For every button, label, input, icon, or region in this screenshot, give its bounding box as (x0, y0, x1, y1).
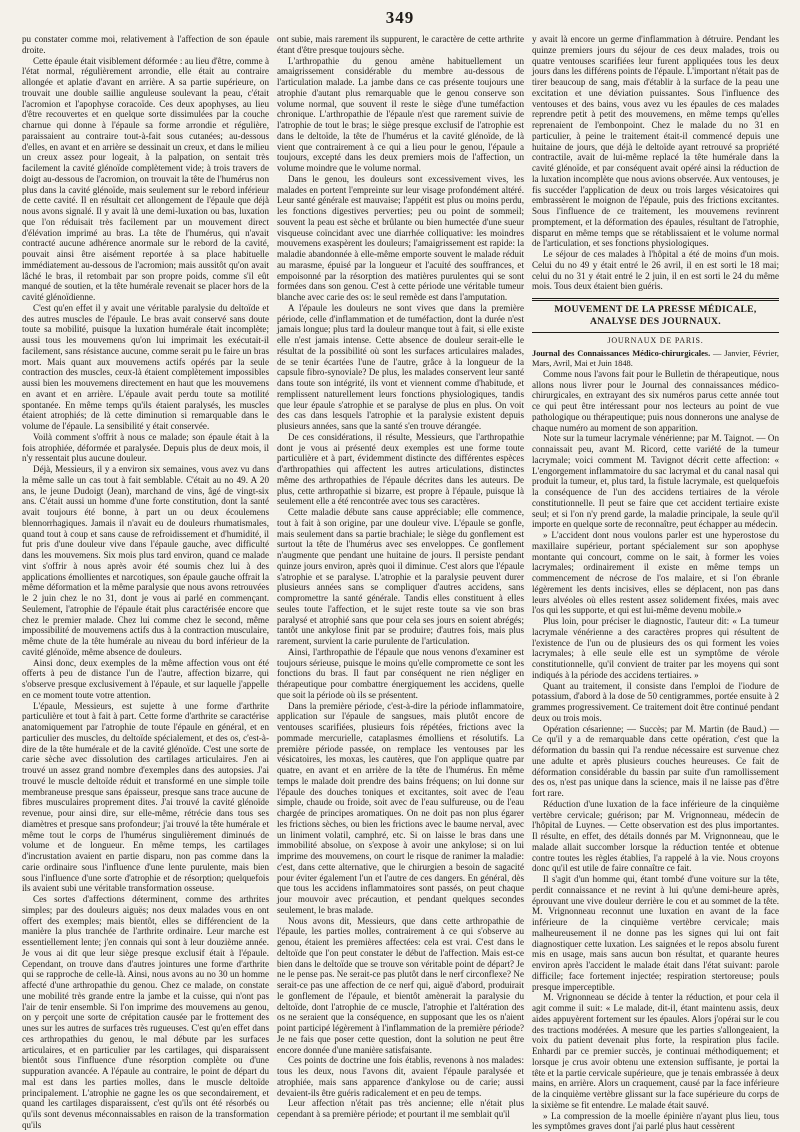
paragraph: Voilà comment s'offrit à nous ce malade; son épaule était à la fois atrophiée, déformée et paralysée. Depuis plus de deux mois, il n'y ressentait plus aucune douleur. (22, 432, 269, 464)
section-divider (532, 332, 779, 333)
journal-months: — Janvier, Février, Mars, Avril, Mai et Juin 1848. (532, 349, 779, 368)
paragraph: Ainsi, l'arthropathie de l'épaule que nous venons d'examiner est toujours sérieuse, puisque le moins qu'elle compromette ce sont les fonctions du bras. Il faut par conséquent ne rien négliger en thérapeutique pour combattre énergiquement les accidens, quelle que soit la période où ils se présentent. (277, 647, 524, 701)
paragraph: De ces considérations, il résulte, Messieurs, que l'arthropathie dont je vous ai présenté deux exemples est une forme toute particulière et à part, évidemment distincte des différentes espèces d'arthropathies qui affectent les autres articulations, distinctes même des arthropathies de l'épaule décrites dans les auteurs. De plus, cette arthropathie si bizarre, est propre à l'épaule, puisque là seulement elle a été rencontrée avec tous ses caractères. (277, 432, 524, 507)
column-1 (22, 34, 269, 1120)
paragraph: Ainsi donc, deux exemples de la même affection vous ont été offerts à peu de distance l'un de l'autre, affection bizarre, qui s'observe presque exclusivement à l'épaule, et sur laquelle j'appelle en ce moment toute votre attention. (22, 658, 269, 701)
paragraph: Comme nous l'avons fait pour le Bulletin de thérapeutique, nous allons nous livrer pour le Journal des connaissances médico-chirurgicales, en extrayant des six numéros parus cette année tout ce qui peut être intéressant pour nos lecteurs au point de vue pathologique ou thérapeutique; puis nous donnerons une analyse de chaque numéro au moment de son apparition. (532, 369, 779, 434)
paragraph: Cette épaule était visiblement déformée : au lieu d'être, comme à l'état normal, régulièrement arrondie, elle était au contraire allongée et aplatie d'avant en arrière. A sa partie supérieure, on trouvait une double saillie anguleuse soulevant la peau, c'était l'acromion et l'apophyse coracoïde. Ces deux apophyses, au lieu d'être recouvertes et en quelque sorte dissimulées par la couche charnue qui donne à l'épaule sa forme arrondie et régulière, paraissaient au contraire tout-à-fait sous cutanées; au-dessous d'elles, en avant et en arrière se dessinait un creux, et dans le milieu un creux assez pour logeait, à la palpation, on sentait très facilement la cavité glénoïde complètement vide; à trois travers de doigt au-dessous de l'acromion, on trouvait la tête de l'humérus non plus dans la cavité glénoïde, mais seulement sur le rebord inférieur de cette cavité. Il en résultait cet allongement de l'épaule que déjà nous avons signalé. Il y avait là une demi-luxation ou bas, luxation que l'on réduisait très facilement par un mouvement direct d'élévation imprimé au bras. La tête de l'humérus, qui n'avait contracté aucune adhérence anormale sur le rebord de la cavité, pouvait ainsi être aisément reportée à sa place habituelle immédiatement au-dessous de l'acromion; mais aussitôt qu'on avait lâché le bras, il retombait par son propre poids, comme s'il eût manqué de soutien, et la tête humérale revenait se placer hors de la cavité glénoïdienne. (22, 56, 269, 303)
paragraph: L'arthropathie du genou amène habituellement un amaigrissement considérable du membre au-dessous de l'articulation malade. La jambe dans ce cas présente toujours une atrophie d'autant plus remarquable que le genou conserve son volume normal, que souvent il reste le siège d'une tuméfaction chronique. L'arthropathie de l'épaule n'est que rarement suivie de l'atrophie de tout le bras; le siège presque exclusif de l'atrophie est dans le deltoïde, la tête de l'humérus et la cavité glénoïde, de là vient que contrairement à ce qui a lieu pour le genou, l'épaule a toujours, excepté dans les deux premiers mois de l'affection, un volume moindre que le volume normal. (277, 56, 524, 174)
section-subtitle: JOURNAUX DE PARIS. (532, 336, 779, 347)
paragraph: Cette maladie débute sans cause appréciable; elle commence, tout à fait à son origine, par une douleur vive. L'épaule se gonfle, mais seulement dans sa partie brachiale; le siège du gonflement est surtout la tête de l'humérus avec ses enveloppes. Ce gonflement n'augmente que pendant une huitaine de jours. Il persiste pendant quinze jours environ, après quoi il diminue. C'est alors que l'épaule s'atrophie et se paralyse. L'atrophie et la paralysie peuvent durer plusieurs années sans se compliquer d'autres accidens, sans compromettre la santé générale. Tandis elles constituent à elles seules toute l'affection, et le sujet reste toute sa vie son bras paralysé et atrophié sans que pour cela ses jours en soient abrégés; tantôt une ankylose finit par se produire; d'autres fois, mais plus rarement, survient la carie purulente de l'articulation. (277, 507, 524, 647)
paragraph: Plus loin, pour préciser le diagnostic, l'auteur dit: « La tumeur lacrymale vénérienne a des caractères propres qui résultent de l'existence de l'un ou de plusieurs des os qui forment les voies lacrymales; à elle seule elle est un symptôme de vérole constitutionnelle, qu'il convient de traiter par les moyens qui sont indiqués à la période des accidens tertiaires. » (532, 616, 779, 681)
paragraph: y avait là encore un germe d'inflammation à détruire. Pendant les quinze premiers jours du séjour de ces deux malades, trois ou quatre ventouses scarifiées leur furent appliquées tous les deux jours dans les différens points de l'épaule. L'important n'était pas de tirer beaucoup de sang, mais d'établir à la surface de la peau une excitation et une déviation puissantes. Sous l'influence des ventouses et des bains, vous avez vu les épaules de ces malades reprendre petit à petit des mouvemens, en même temps qu'elles reprenaient de l'embonpoint. Chez le malade du no 31 en particulier, à peine le traitement était-il commencé depuis une huitaine de jours, que déjà le deltoïde ayant retrouvé sa propriété contractile, avait de lui-même replacé la tête humérale dans la cavité glénoïde, et par conséquent avait opéré ainsi la réduction de la luxation incomplète que nous avions observée. Aux ventouses, je fis succéder l'application de deux ou trois larges vésicatoires qui embrassèrent le moignon de l'épaule, puis des frictions excitantes. Sous l'influence de ce traitement, les mouvemens revinrent promptement, et la déformation des épaules, résultant de l'atrophie, disparut en même temps que se rétablissaient et le volume normal de l'articulation, et ses fonctions physiologiques. (532, 34, 779, 249)
paragraph: A l'épaule les douleurs ne sont vives que dans la première période, celle d'inflammation et de tuméfaction, dont la durée n'est jamais longue; plus tard la douleur manque tout à fait, si elle existe elle n'est jamais intense. Cette absence de douleur serait-elle le résultat de la possibilité où sont les surfaces articulaires malades, de se tenir écartées l'une de l'autre, grâce à la longueur de la capsule fibro-synoviale? De plus, les malades conservent leur santé dans toute son intégrité, ils vont et viennent comme d'habitude, et remplissent naturellement leurs fonctions physiologiques, tandis que leur épaule s'atrophie et se paralyse de plus en plus. On voit des cas dans lesquels l'atrophie et la paralysie existent depuis plusieurs années, sans que la santé s'en trouve dérangée. (277, 303, 524, 432)
paragraph: Quant au traitement, il consiste dans l'emploi de l'iodure de potassium, d'abord à la dose de 50 centigrammes, portée ensuite à 2 grammes progressivement. Ce traitement doit être continué pendant deux ou trois mois. (532, 681, 779, 724)
paragraph: Opération césarienne; — Succès; par M. Martin (de Baud.) — Ce qu'il y a de remarquable dans cette opération, c'est que la déformation du bassin qui l'a rendue nécessaire est survenue chez une adulte et après plusieurs couches heureuses. Ce fait de déformation considérable du bassin par suite d'un ramollissement des os, n'est pas unique dans la science, mais il ne laisse pas d'être fort rare. (532, 724, 779, 799)
paragraph: Ces sortes d'affections déterminent, comme des arthrites simples; par des douleurs aiguës; nos deux malades vous en ont offert des exemples; mais bientôt, elles se différencient de la manière la plus tranchée de l'arthrite ordinaire. Leur marche est essentiellement lente; j'en connais qui sont à leur douzième année. Je vous ai dit que leur siège presque exclusif était à l'épaule. Cependant, on trouve dans d'autres jointures une forme d'arthrite qui se rapproche de celle-là. Ainsi, nous avons au no 30 un homme affecté d'une arthropathie du genou. Chez ce malade, on constate une mobilité très grande entre la jambe et la cuisse, qui n'ont pas l'air de tenir ensemble. Si l'on imprime des mouvemens au genou, on y perçoit une sorte de crépitation causée par le frottement des unes sur les autres de surfaces très rugueuses. C'est qu'en effet dans ces arthropathies du genou, le mal débute par les surfaces articulaires, et en particulier par les cartilages, qui disparaissent bientôt sous l'influence d'une résorption complète ou d'une suppuration avancée. A l'épaule au contraire, le point de départ du mal est dans les parties molles, dans le muscle deltoïde principalement. L'atrophie ne gagne les os que secondairement, et quand les cartilages disparaissent, c'est qu'ils ont été résorbés ou qu'ils sont devenus méconnaissables en raison de la transformation qu'ils (22, 894, 269, 1131)
paragraph: Dans le genou, les douleurs sont excessivement vives, les malades en portent l'empreinte sur leur visage profondément altéré. Leur santé générale est mauvaise; l'appétit est plus ou moins perdu, les fonctions digestives perverties; peu ou point de sommeil; souvent la peau est sèche et brûlante ou bien humectée d'une sueur visqueuse coïncidant avec une diarrhée colliquative: les moindres mouvemens exaspèrent les douleurs; l'amaigrissement est rapide: la maladie abandonnée à elle-même emporte souvent le malade réduit au marasme, épuisé par la longueur et l'acuité des souffrances, et empoisonné par la résorption des matières purulentes qui se sont formées dans son genou. C'est à cette période une véritable tumeur blanche avec carie des os: le seul remède est dans l'amputation. (277, 174, 524, 303)
paragraph: » La compression de la moelle épinière n'ayant plus lieu, tous les symptômes graves dont j'ai parlé plus haut cessèrent (532, 1111, 779, 1132)
journal-name: Journal des Connaissances Médico-chirurgicales. (532, 349, 710, 358)
column-3 (532, 34, 779, 1120)
paragraph: pu constater comme moi, relativement à l'affection de son épaule droite. (22, 34, 269, 56)
paragraph: M. Vrignonneau se décide à tenter la réduction, et pour cela il agit comme il suit: « Le malade, dit-il, étant maintenu assis, deux aides appuyèrent fortement sur les épaules. Alors j'opérai sur le cou des tractions modérées. A mesure que les parties s'allongeaient, la voix du patient devenait plus forte, la respiration plus facile. Enhardi par ce premier succès, je continuai méthodiquement; et lorsque je crus avoir obtenu une extension suffisante, je portai la tête et la partie cervicale supérieure, que je tenais embrassée à deux mains, en arrière. Alors un craquement, causé par la face inférieure de la cinquième vertèbre glissant sur la face supérieure du corps de la sixième se fit entendre. Le malade était sauvé. (532, 992, 779, 1110)
paragraph: Ces points de doctrine une fois établis, revenons à nos malades: tous les deux, nous l'avons dit, avaient l'épaule paralysée et atrophiée, mais sans apparence d'ankylose ou de carie; aussi devaient-ils être guéris radicalement et en peu de temps. (277, 1055, 524, 1098)
paragraph: Dans la première période, c'est-à-dire la période inflammatoire, application sur l'épaule de sangsues, mais plutôt encore de ventouses scarifiées, plusieurs fois répétées, frictions avec la pommade mercurielle, cataplasmes émolliens et résolutifs. La première période passée, on remplace les ventouses par les vésicatoires, les moxas, les cautères, que l'on applique quatre par quatre, en avant et en arrière de la tête de l'humérus. En même temps le malade doit prendre des bains fréquens; on lui donne sur l'épaule des douches toniques et excitantes, soit avec de l'eau simple, chaude ou froide, soit avec de l'eau sulfureuse, ou de l'eau chargée de principes aromatiques. On ne doit pas non plus égarer les frictions sèches, ou bien les frictions avec le baume nerval, avec un liniment volatil, camphré, etc. Si on laisse le bras dans une immobilité absolue, on s'expose à avoir une ankylose; si on lui imprime des mouvemens, on court le risque de ranimer la maladie: c'est, dans cette alternative, que le chirurgien a besoin de sagacité pour éviter également l'un et l'autre de ces dangers. En général, dès que tous les accidens inflammatoires sont passés, on peut chaque jour mouvoir avec précaution, et pendant quelques secondes seulement, le bras malade. (277, 701, 524, 916)
paragraph: Leur affection n'était pas très ancienne; elle n'était plus cependant à sa première période; et pourtant il me semblait qu'il (277, 1098, 524, 1120)
paragraph: Nous avons dit, Messieurs, que dans cette arthropathie de l'épaule, les parties molles, contrairement à ce qui s'observe au genou, étaient les premières affectées: cela est vrai. C'est dans le deltoïde que l'on peut constater le début de l'affection. Mais est-ce bien dans le deltoïde que se trouve son véritable point de départ? Je ne le pense pas. Ne serait-ce pas plutôt dans le nerf circonflexe? Ne serait-ce pas une affection de ce nerf qui, aiguë d'abord, produirait le gonflement de l'épaule, et bientôt amènerait la paralysie du deltoïde, dont l'atrophie de ce muscle, l'atrophie et l'altération des os ne seraient que la conséquence, en supposant que les os n'aient point participé légèrement à l'inflammation de la première période? Je ne fais que poser cette question, dont la solution ne peut être encore donnée d'une manière satisfaisante. (277, 916, 524, 1056)
paragraph: » L'accident dont nous voulons parler est une hyperostose du maxillaire supérieur, portant spécialement sur son apophyse montante qui concourt, comme on le sait, à former les voies lacrymales; ordinairement il existe en même temps un commencement de nécrose de l'os malaire, et si l'on ébranle légèrement les dents incisives, elles se déplacent, non pas dans leurs alvéoles où elles restent assez solidement fixées, mais avec l'os qui les supporte, et qui est lui-même devenu mobile.» (532, 530, 779, 616)
section-divider (532, 298, 779, 301)
journal-heading (532, 349, 779, 369)
paragraph: Réduction d'une luxation de la face inférieure de la cinquième vertèbre cervicale; guérison; par M. Vrignonneau, médecin de l'hôpital de Luynes. — Cette observation est des plus importantes. Il résulte, en effet, des détails donnés par M. Vrignonneau, que le malade allait succomber lorsque la réduction tentée et obtenue contre toutes les règles établies, l'a rappelé à la vie. Nous croyons donc qu'il est utile de faire connaître ce fait. (532, 799, 779, 874)
page-number: 349 (0, 8, 800, 28)
paragraph: Déjà, Messieurs, il y a environ six semaines, vous avez vu dans la même salle un cas tout à fait semblable. C'était au no 49. A 20 ans, le jeune Dudoigt (Jean), marchand de vins, âgé de vingt-six ans. C'était aussi un homme d'une forte constitution, dont la santé avait toujours été bonne, à part un ou deux écoulemens blennorrhagiques. Jamais il n'avait eu de douleurs rhumatismales, quand tout à coup et sans cause de refroidissement et d'humidité, il fut pris d'une douleur vive dans l'épaule gauche, avec difficulté dans les mouvemens. Six mois plus tard environ, quand ce malade vint s'offrir à nous après avoir été soumis chez lui à des applications émollientes et narcotiques, son épaule gauche offrait la même déformation et la même paralysie que nous avons retrouvées le 2 juin chez le no 31, dont je vous ai parlé en commençant. Seulement, l'atrophie de l'épaule était plus caractérisée encore que chez le premier malade. Chez lui comme chez le second, même impossibilité de mouvemens actifs dus à la contraction musculaire, même chute de la tête humérale au niveau du bord inférieur de la cavité glénoïde, même absence de douleurs. (22, 464, 269, 658)
paragraph: C'est qu'en effet il y avait une véritable paralysie du deltoïde et des autres muscles de l'épaule. Le bras avait conservé sans doute toute sa mobilité, puisque la luxation humérale était incomplète; aussi tous les mouvemens qu'on lui imprimait les exécutait-il facilement, sans résistance aucune, comme serait pu le faire un bras mort. Mais quant aux mouvemens actifs opérés par la seule contraction des muscles, ceux-là étaient complètement impossibles aussi bien les mouvemens directement en haut que les mouvemens en avant et en arrière. L'épaule avait perdu toute sa motilité spontanée. En même temps qu'ils étaient paralysés, les muscles étaient atrophiés; de là cette diminution si remarquable dans le volume de l'épaule. La sensibilité y était conservée. (22, 303, 269, 432)
paragraph: Note sur la tumeur lacrymale vénérienne; par M. Taignot. — On connaissait peu, avant M. Ricord, cette variété de la tumeur lacrymale; voici comment M. Tavignot décrit cette affection: « L'engorgement inflammatoire du sac lacrymal et du canal nasal qui produit la tumeur, et, plus tard, la fistule lacrymale, est quelquefois la conséquence de l'un des accidens tertiaires de la vérole constitutionnelle. Il peut se faire que cet accident tertiaire existe seul; et si l'on n'y prend garde, la maladie principale, la seule qu'il importe en quelque sorte de reconnaître, peut échapper au médecin. (532, 433, 779, 530)
paragraph: ont subie, mais rarement ils suppurent, le caractère de cette arthrite étant d'être presque toujours sèche. (277, 34, 524, 56)
paragraph: L'épaule, Messieurs, est sujette à une forme d'arthrite particulière et tout à fait à part. Cette forme d'arthrite se caractérise anatomiquement par l'atrophie de toute l'épaule en général, et en particulier des muscles, du deltoïde spécialement, et des os, c'est-à-dire de la tête humérale et de la cavité glénoïde. C'est une sorte de carie sèche avec dissolution des cartilages articulaires. J'en ai trouvé un assez grand nombre d'exemples dans des autopsies. J'ai trouvé le muscle deltoïde réduit et transformé en une simple toile membraneuse presque sans épaisseur, presque sans trace aucune de fibres musculaires proprement dites. J'ai trouvé la cavité glénoïde revenue, pour ainsi dire, sur elle-même, rétrécie dans tous ses diamètres et presque sans profondeur; j'ai trouvé la tête humérale et même tout le corps de l'humérus singulièrement diminués de volume et de longueur. En même temps, les cartilages d'incrustation avaient en partie disparu, non pas comme dans la carie ordinaire sous l'influence d'une lente purulente, mais bien sous l'influence d'une sorte d'atrophie et de résorption; quelquefois ils avaient subi une véritable transformation osseuse. (22, 701, 269, 895)
section-title: MOUVEMENT DE LA PRESSE MÉDICALE, ANALYSE DES JOURNAUX. (532, 304, 779, 327)
paragraph: Le séjour de ces malades à l'hôpital a été de moins d'un mois. Celui du no 49 y était entré le 26 avril, il en est sorti le 18 mai; celui du no 31 y était entré le 2 juin, il en est sorti le 24 du même mois. Tous deux étaient bien guéris. (532, 249, 779, 292)
paragraph: Il s'agit d'un homme qui, étant tombé d'une voiture sur la tête, perdit connaissance et ne revint à lui qu'une demi-heure après, éprouvant une vive douleur derrière le cou et au sommet de la tête. M. Vrignonneau reconnut une luxation en avant de la face inférieure de la cinquième vertèbre cervicale; mais malheureusement il ne donne pas les signes qui lui ont fait diagnostiquer cette luxation. Les saignées et le repos absolu furent mis en usage, mais sans aucun bon résultat, et quarante heures environ après l'accident le malade était dans l'état suivant: parole difficile; face fortement injectée; respiration stertoreuse; pouls presque imperceptible. (532, 874, 779, 992)
column-2 (277, 34, 524, 1120)
